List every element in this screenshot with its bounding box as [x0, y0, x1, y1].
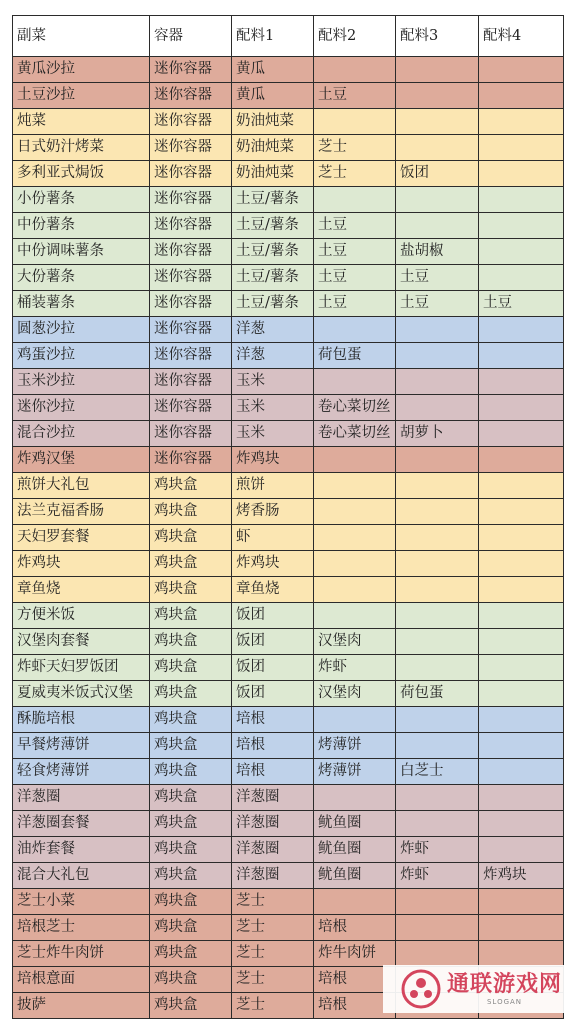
cell-ingredient-4 — [479, 707, 564, 733]
cell-ingredient-4 — [479, 109, 564, 135]
cell-ingredient-2 — [314, 473, 396, 499]
cell-ingredient-2 — [314, 707, 396, 733]
cell-container: 迷你容器 — [150, 135, 232, 161]
cell-container: 迷你容器 — [150, 343, 232, 369]
cell-container: 鸡块盒 — [150, 603, 232, 629]
cell-ingredient-1: 洋葱 — [232, 343, 314, 369]
cell-ingredient-1: 饭团 — [232, 603, 314, 629]
cell-ingredient-1: 玉米 — [232, 395, 314, 421]
table-row — [13, 57, 564, 83]
cell-side-dish: 章鱼烧 — [13, 577, 150, 603]
cell-ingredient-3: 土豆 — [396, 291, 479, 317]
cell-ingredient-2: 荷包蛋 — [314, 343, 396, 369]
cell-container: 鸡块盒 — [150, 629, 232, 655]
cell-ingredient-4 — [479, 655, 564, 681]
cell-container: 鸡块盒 — [150, 655, 232, 681]
cell-ingredient-4 — [479, 577, 564, 603]
cell-ingredient-3 — [396, 187, 479, 213]
cell-ingredient-4 — [479, 265, 564, 291]
cell-ingredient-2: 培根 — [314, 993, 396, 1019]
cell-side-dish: 黄瓜沙拉 — [13, 57, 150, 83]
table-row — [13, 655, 564, 681]
cell-ingredient-4 — [479, 837, 564, 863]
cell-side-dish: 小份薯条 — [13, 187, 150, 213]
cell-side-dish: 煎饼大礼包 — [13, 473, 150, 499]
cell-ingredient-3: 炸虾 — [396, 837, 479, 863]
table-row — [13, 733, 564, 759]
cell-ingredient-1: 烤香肠 — [232, 499, 314, 525]
cell-container: 迷你容器 — [150, 187, 232, 213]
cell-ingredient-2 — [314, 525, 396, 551]
cell-side-dish: 混合大礼包 — [13, 863, 150, 889]
cell-ingredient-3 — [396, 655, 479, 681]
cell-side-dish: 夏威夷米饭式汉堡 — [13, 681, 150, 707]
cell-ingredient-2 — [314, 499, 396, 525]
cell-ingredient-2 — [314, 551, 396, 577]
table-row — [13, 525, 564, 551]
cell-ingredient-3: 荷包蛋 — [396, 681, 479, 707]
cell-ingredient-4 — [479, 395, 564, 421]
cell-side-dish: 混合沙拉 — [13, 421, 150, 447]
cell-container: 鸡块盒 — [150, 863, 232, 889]
cell-ingredient-3 — [396, 733, 479, 759]
header-ingredient-1: 配料1 — [232, 16, 314, 57]
cell-side-dish: 芝士小菜 — [13, 889, 150, 915]
cell-side-dish: 炸鸡块 — [13, 551, 150, 577]
cell-ingredient-2: 鱿鱼圈 — [314, 863, 396, 889]
cell-ingredient-1: 玉米 — [232, 421, 314, 447]
cell-ingredient-1: 章鱼烧 — [232, 577, 314, 603]
cell-ingredient-4 — [479, 187, 564, 213]
cell-ingredient-1: 奶油炖菜 — [232, 161, 314, 187]
cell-container: 迷你容器 — [150, 291, 232, 317]
cell-ingredient-2: 鱿鱼圈 — [314, 811, 396, 837]
cell-ingredient-1: 奶油炖菜 — [232, 109, 314, 135]
cell-ingredient-4: 炸鸡块 — [479, 863, 564, 889]
cell-container: 鸡块盒 — [150, 967, 232, 993]
cell-container: 鸡块盒 — [150, 681, 232, 707]
table-row — [13, 213, 564, 239]
cell-ingredient-2: 烤薄饼 — [314, 759, 396, 785]
cell-container: 迷你容器 — [150, 213, 232, 239]
cell-ingredient-1: 培根 — [232, 759, 314, 785]
cell-ingredient-3 — [396, 915, 479, 941]
cell-ingredient-2: 芝士 — [314, 135, 396, 161]
cell-ingredient-2: 卷心菜切丝 — [314, 395, 396, 421]
cell-ingredient-2: 土豆 — [314, 83, 396, 109]
cell-ingredient-1: 饭团 — [232, 629, 314, 655]
cell-ingredient-2: 土豆 — [314, 291, 396, 317]
table-row — [13, 915, 564, 941]
table-row — [13, 317, 564, 343]
cell-side-dish: 鸡蛋沙拉 — [13, 343, 150, 369]
cell-container: 鸡块盒 — [150, 499, 232, 525]
cell-ingredient-1: 土豆/薯条 — [232, 265, 314, 291]
cell-ingredient-2: 汉堡肉 — [314, 629, 396, 655]
cell-ingredient-3 — [396, 603, 479, 629]
header-ingredient-2: 配料2 — [314, 16, 396, 57]
table-row — [13, 239, 564, 265]
cell-ingredient-3 — [396, 57, 479, 83]
table-row — [13, 837, 564, 863]
cell-ingredient-1: 奶油炖菜 — [232, 135, 314, 161]
cell-ingredient-1: 饭团 — [232, 681, 314, 707]
cell-ingredient-1: 洋葱圈 — [232, 811, 314, 837]
cell-container: 鸡块盒 — [150, 915, 232, 941]
table-row — [13, 551, 564, 577]
cell-ingredient-3 — [396, 395, 479, 421]
cell-ingredient-1: 土豆/薯条 — [232, 213, 314, 239]
cell-ingredient-3 — [396, 447, 479, 473]
cell-ingredient-1: 玉米 — [232, 369, 314, 395]
cell-ingredient-2 — [314, 785, 396, 811]
cell-ingredient-3 — [396, 499, 479, 525]
table-row — [13, 629, 564, 655]
cell-ingredient-3 — [396, 343, 479, 369]
watermark-logo-icon — [401, 969, 441, 1009]
cell-ingredient-3 — [396, 135, 479, 161]
cell-container: 鸡块盒 — [150, 577, 232, 603]
cell-container: 迷你容器 — [150, 109, 232, 135]
table-row — [13, 291, 564, 317]
cell-ingredient-3 — [396, 707, 479, 733]
table-row — [13, 109, 564, 135]
cell-container: 鸡块盒 — [150, 941, 232, 967]
cell-ingredient-4 — [479, 317, 564, 343]
side-dish-table — [12, 15, 564, 1019]
cell-ingredient-2 — [314, 109, 396, 135]
cell-container: 迷你容器 — [150, 395, 232, 421]
cell-ingredient-2: 培根 — [314, 915, 396, 941]
table-row — [13, 473, 564, 499]
table-row — [13, 265, 564, 291]
cell-container: 迷你容器 — [150, 57, 232, 83]
cell-side-dish: 炖菜 — [13, 109, 150, 135]
cell-ingredient-1: 培根 — [232, 707, 314, 733]
cell-side-dish: 洋葱圈套餐 — [13, 811, 150, 837]
cell-side-dish: 炸鸡汉堡 — [13, 447, 150, 473]
cell-container: 迷你容器 — [150, 421, 232, 447]
table-row — [13, 889, 564, 915]
cell-ingredient-4 — [479, 57, 564, 83]
cell-container: 鸡块盒 — [150, 733, 232, 759]
cell-ingredient-4 — [479, 473, 564, 499]
cell-container: 迷你容器 — [150, 239, 232, 265]
watermark-name: 通联游戏网 — [447, 971, 563, 997]
table-row — [13, 83, 564, 109]
cell-ingredient-2 — [314, 889, 396, 915]
cell-ingredient-2 — [314, 447, 396, 473]
cell-container: 鸡块盒 — [150, 525, 232, 551]
cell-ingredient-2: 土豆 — [314, 213, 396, 239]
cell-ingredient-4 — [479, 941, 564, 967]
cell-ingredient-3 — [396, 83, 479, 109]
cell-ingredient-3: 白芝士 — [396, 759, 479, 785]
cell-ingredient-2: 卷心菜切丝 — [314, 421, 396, 447]
cell-side-dish: 培根意面 — [13, 967, 150, 993]
cell-ingredient-3 — [396, 577, 479, 603]
table-row — [13, 863, 564, 889]
cell-ingredient-2: 烤薄饼 — [314, 733, 396, 759]
cell-ingredient-1: 洋葱圈 — [232, 785, 314, 811]
cell-side-dish: 汉堡肉套餐 — [13, 629, 150, 655]
table-row — [13, 681, 564, 707]
cell-side-dish: 轻食烤薄饼 — [13, 759, 150, 785]
cell-ingredient-3: 炸虾 — [396, 863, 479, 889]
cell-ingredient-3: 土豆 — [396, 265, 479, 291]
cell-ingredient-1: 芝士 — [232, 889, 314, 915]
cell-container: 鸡块盒 — [150, 473, 232, 499]
cell-side-dish: 大份薯条 — [13, 265, 150, 291]
header-side-dish: 副菜 — [13, 16, 150, 57]
header-ingredient-3: 配料3 — [396, 16, 479, 57]
cell-side-dish: 方便米饭 — [13, 603, 150, 629]
table-header-row — [13, 16, 564, 57]
header-ingredient-4: 配料4 — [479, 16, 564, 57]
table-row — [13, 577, 564, 603]
cell-ingredient-3 — [396, 525, 479, 551]
cell-container: 鸡块盒 — [150, 837, 232, 863]
cell-ingredient-4 — [479, 811, 564, 837]
cell-ingredient-1: 芝士 — [232, 967, 314, 993]
cell-ingredient-4 — [479, 551, 564, 577]
cell-side-dish: 天妇罗套餐 — [13, 525, 150, 551]
cell-side-dish: 多利亚式焗饭 — [13, 161, 150, 187]
cell-ingredient-3 — [396, 109, 479, 135]
cell-ingredient-4 — [479, 629, 564, 655]
cell-ingredient-2 — [314, 577, 396, 603]
cell-container: 迷你容器 — [150, 317, 232, 343]
table-row — [13, 499, 564, 525]
cell-ingredient-4 — [479, 83, 564, 109]
cell-side-dish: 圆葱沙拉 — [13, 317, 150, 343]
table-row — [13, 187, 564, 213]
cell-ingredient-4 — [479, 447, 564, 473]
cell-ingredient-3 — [396, 551, 479, 577]
cell-ingredient-1: 洋葱圈 — [232, 863, 314, 889]
cell-ingredient-4 — [479, 915, 564, 941]
cell-ingredient-3 — [396, 785, 479, 811]
table-row — [13, 941, 564, 967]
cell-ingredient-3 — [396, 369, 479, 395]
cell-side-dish: 法兰克福香肠 — [13, 499, 150, 525]
cell-ingredient-1: 芝士 — [232, 993, 314, 1019]
cell-ingredient-2 — [314, 317, 396, 343]
cell-ingredient-2: 鱿鱼圈 — [314, 837, 396, 863]
cell-ingredient-3 — [396, 317, 479, 343]
table-row — [13, 707, 564, 733]
cell-ingredient-4 — [479, 733, 564, 759]
table-row — [13, 811, 564, 837]
cell-ingredient-4: 土豆 — [479, 291, 564, 317]
cell-ingredient-2 — [314, 187, 396, 213]
table-body — [13, 57, 564, 1019]
table-row — [13, 343, 564, 369]
cell-ingredient-2: 培根 — [314, 967, 396, 993]
cell-ingredient-4 — [479, 135, 564, 161]
table-row — [13, 161, 564, 187]
cell-ingredient-3 — [396, 473, 479, 499]
cell-container: 鸡块盒 — [150, 707, 232, 733]
cell-container: 迷你容器 — [150, 265, 232, 291]
cell-ingredient-2: 汉堡肉 — [314, 681, 396, 707]
site-watermark — [383, 965, 580, 1013]
watermark-slogan: SLOGAN — [486, 997, 523, 1006]
cell-side-dish: 中份调味薯条 — [13, 239, 150, 265]
cell-container: 鸡块盒 — [150, 811, 232, 837]
cell-ingredient-1: 芝士 — [232, 941, 314, 967]
cell-side-dish: 芝士炸牛肉饼 — [13, 941, 150, 967]
cell-ingredient-2: 芝士 — [314, 161, 396, 187]
cell-ingredient-4 — [479, 525, 564, 551]
cell-side-dish: 玉米沙拉 — [13, 369, 150, 395]
cell-ingredient-2: 土豆 — [314, 239, 396, 265]
cell-ingredient-3 — [396, 213, 479, 239]
cell-ingredient-1: 土豆/薯条 — [232, 291, 314, 317]
cell-side-dish: 中份薯条 — [13, 213, 150, 239]
cell-container: 鸡块盒 — [150, 785, 232, 811]
table-row — [13, 447, 564, 473]
cell-side-dish: 迷你沙拉 — [13, 395, 150, 421]
cell-side-dish: 酥脆培根 — [13, 707, 150, 733]
cell-ingredient-2 — [314, 57, 396, 83]
cell-ingredient-1: 虾 — [232, 525, 314, 551]
cell-ingredient-3 — [396, 941, 479, 967]
cell-ingredient-1: 煎饼 — [232, 473, 314, 499]
cell-ingredient-4 — [479, 785, 564, 811]
cell-ingredient-3 — [396, 811, 479, 837]
cell-ingredient-1: 培根 — [232, 733, 314, 759]
table-row — [13, 421, 564, 447]
cell-ingredient-3: 盐胡椒 — [396, 239, 479, 265]
table-row — [13, 369, 564, 395]
cell-side-dish: 日式奶汁烤菜 — [13, 135, 150, 161]
cell-ingredient-3 — [396, 889, 479, 915]
cell-side-dish: 早餐烤薄饼 — [13, 733, 150, 759]
cell-ingredient-4 — [479, 681, 564, 707]
header-container: 容器 — [150, 16, 232, 57]
cell-ingredient-4 — [479, 889, 564, 915]
cell-ingredient-1: 洋葱 — [232, 317, 314, 343]
table-row — [13, 603, 564, 629]
cell-container: 迷你容器 — [150, 369, 232, 395]
cell-ingredient-1: 土豆/薯条 — [232, 187, 314, 213]
cell-ingredient-1: 洋葱圈 — [232, 837, 314, 863]
cell-ingredient-4 — [479, 343, 564, 369]
cell-ingredient-2 — [314, 369, 396, 395]
table-row — [13, 785, 564, 811]
cell-ingredient-3: 胡萝卜 — [396, 421, 479, 447]
cell-ingredient-4 — [479, 369, 564, 395]
cell-ingredient-1: 土豆/薯条 — [232, 239, 314, 265]
cell-ingredient-4 — [479, 759, 564, 785]
cell-side-dish: 土豆沙拉 — [13, 83, 150, 109]
table-row — [13, 135, 564, 161]
cell-ingredient-1: 饭团 — [232, 655, 314, 681]
cell-ingredient-4 — [479, 421, 564, 447]
cell-ingredient-1: 黄瓜 — [232, 57, 314, 83]
cell-ingredient-1: 黄瓜 — [232, 83, 314, 109]
cell-ingredient-3 — [396, 629, 479, 655]
cell-ingredient-4 — [479, 499, 564, 525]
cell-ingredient-1: 芝士 — [232, 915, 314, 941]
cell-ingredient-4 — [479, 239, 564, 265]
cell-ingredient-1: 炸鸡块 — [232, 447, 314, 473]
table-row — [13, 395, 564, 421]
cell-side-dish: 培根芝士 — [13, 915, 150, 941]
cell-ingredient-4 — [479, 161, 564, 187]
cell-side-dish: 炸虾天妇罗饭团 — [13, 655, 150, 681]
cell-side-dish: 洋葱圈 — [13, 785, 150, 811]
cell-container: 鸡块盒 — [150, 889, 232, 915]
cell-side-dish: 油炸套餐 — [13, 837, 150, 863]
cell-container: 迷你容器 — [150, 161, 232, 187]
cell-ingredient-3: 饭团 — [396, 161, 479, 187]
cell-side-dish: 桶装薯条 — [13, 291, 150, 317]
cell-ingredient-1: 炸鸡块 — [232, 551, 314, 577]
cell-container: 迷你容器 — [150, 447, 232, 473]
cell-container: 迷你容器 — [150, 83, 232, 109]
table-row — [13, 759, 564, 785]
cell-ingredient-2: 炸牛肉饼 — [314, 941, 396, 967]
cell-ingredient-4 — [479, 603, 564, 629]
cell-container: 鸡块盒 — [150, 551, 232, 577]
cell-side-dish: 披萨 — [13, 993, 150, 1019]
cell-container: 鸡块盒 — [150, 993, 232, 1019]
cell-ingredient-2 — [314, 603, 396, 629]
cell-ingredient-2: 土豆 — [314, 265, 396, 291]
cell-ingredient-4 — [479, 213, 564, 239]
cell-ingredient-2: 炸虾 — [314, 655, 396, 681]
cell-container: 鸡块盒 — [150, 759, 232, 785]
